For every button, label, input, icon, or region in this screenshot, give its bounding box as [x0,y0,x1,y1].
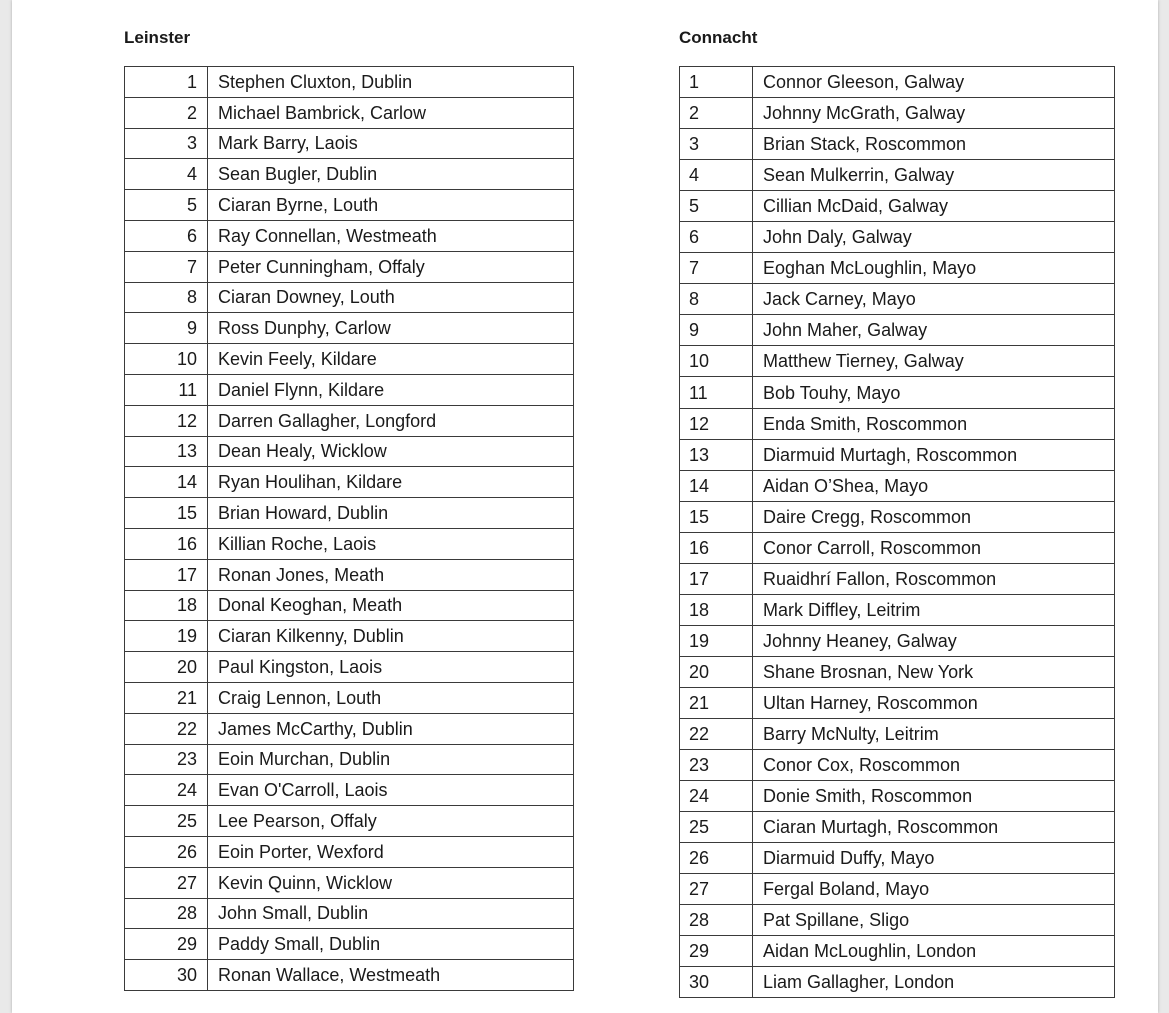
row-number: 15 [125,498,208,529]
table-row [680,67,1115,98]
table-row [125,467,574,498]
row-number: 27 [680,874,753,905]
row-number: 12 [680,408,753,439]
player-name: Peter Cunningham, Offaly [208,251,574,282]
row-number: 7 [125,251,208,282]
player-name: Diarmuid Murtagh, Roscommon [753,439,1115,470]
player-name: Enda Smith, Roscommon [753,408,1115,439]
player-name: Bob Touhy, Mayo [753,377,1115,408]
table-row [680,718,1115,749]
row-number: 21 [125,682,208,713]
row-number: 13 [680,439,753,470]
row-number: 30 [125,960,208,991]
row-number: 26 [680,843,753,874]
player-name: Kevin Quinn, Wicklow [208,867,574,898]
player-name: Ray Connellan, Westmeath [208,220,574,251]
player-name: James McCarthy, Dublin [208,713,574,744]
table-row [125,67,574,98]
row-number: 17 [125,559,208,590]
row-number: 5 [125,190,208,221]
player-name: Pat Spillane, Sligo [753,905,1115,936]
player-name: Craig Lennon, Louth [208,682,574,713]
table-row [680,253,1115,284]
table-row [125,590,574,621]
player-name: Daire Cregg, Roscommon [753,501,1115,532]
table-row [125,713,574,744]
table-row [125,528,574,559]
table-row [125,128,574,159]
player-name: Johnny Heaney, Galway [753,625,1115,656]
table-row [125,621,574,652]
connacht-table [679,66,1115,998]
player-name: Aidan McLoughlin, London [753,936,1115,967]
player-name: Sean Bugler, Dublin [208,159,574,190]
player-name: Paddy Small, Dublin [208,929,574,960]
document-page [12,0,1158,1013]
row-number: 1 [125,67,208,98]
player-name: Diarmuid Duffy, Mayo [753,843,1115,874]
player-name: John Small, Dublin [208,898,574,929]
row-number: 20 [680,656,753,687]
player-name: Ciaran Kilkenny, Dublin [208,621,574,652]
table-row [125,898,574,929]
player-name: Aidan O’Shea, Mayo [753,470,1115,501]
table-row [680,843,1115,874]
row-number: 8 [680,284,753,315]
leinster-heading: Leinster [124,28,191,47]
table-row [680,377,1115,408]
table-row [680,98,1115,129]
row-number: 22 [125,713,208,744]
player-name: Killian Roche, Laois [208,528,574,559]
table-row [680,781,1115,812]
row-number: 23 [680,750,753,781]
row-number: 18 [680,594,753,625]
table-row [125,436,574,467]
table-row [125,652,574,683]
table-row [680,191,1115,222]
player-name: Ciaran Byrne, Louth [208,190,574,221]
player-name: Johnny McGrath, Galway [753,98,1115,129]
row-number: 12 [125,405,208,436]
row-number: 29 [680,936,753,967]
table-row [680,160,1115,191]
row-number: 27 [125,867,208,898]
row-number: 11 [680,377,753,408]
row-number: 20 [125,652,208,683]
player-name: Ciaran Downey, Louth [208,282,574,313]
table-row [125,220,574,251]
row-number: 4 [680,160,753,191]
player-name: Kevin Feely, Kildare [208,344,574,375]
table-row [125,344,574,375]
row-number: 11 [125,374,208,405]
player-name: Matthew Tierney, Galway [753,346,1115,377]
row-number: 30 [680,967,753,998]
player-name: Donal Keoghan, Meath [208,590,574,621]
player-name: Barry McNulty, Leitrim [753,718,1115,749]
player-name: Brian Stack, Roscommon [753,129,1115,160]
row-number: 7 [680,253,753,284]
player-name: Conor Cox, Roscommon [753,750,1115,781]
row-number: 15 [680,501,753,532]
table-row [680,874,1115,905]
player-name: Eoin Murchan, Dublin [208,744,574,775]
row-number: 5 [680,191,753,222]
player-name: Ciaran Murtagh, Roscommon [753,812,1115,843]
row-number: 13 [125,436,208,467]
row-number: 6 [125,220,208,251]
table-row [125,836,574,867]
table-row [125,405,574,436]
row-number: 28 [125,898,208,929]
row-number: 24 [680,781,753,812]
row-number: 6 [680,222,753,253]
row-number: 19 [125,621,208,652]
table-row [680,470,1115,501]
player-name: Shane Brosnan, New York [753,656,1115,687]
table-row [680,408,1115,439]
player-name: Daniel Flynn, Kildare [208,374,574,405]
table-row [125,282,574,313]
row-number: 9 [680,315,753,346]
player-name: Darren Gallagher, Longford [208,405,574,436]
player-name: Sean Mulkerrin, Galway [753,160,1115,191]
row-number: 29 [125,929,208,960]
table-row [125,682,574,713]
player-name: Ryan Houlihan, Kildare [208,467,574,498]
row-number: 22 [680,718,753,749]
row-number: 17 [680,563,753,594]
row-number: 19 [680,625,753,656]
player-name: John Daly, Galway [753,222,1115,253]
player-name: Mark Diffley, Leitrim [753,594,1115,625]
table-row [680,656,1115,687]
row-number: 10 [125,344,208,375]
player-name: John Maher, Galway [753,315,1115,346]
table-row [125,498,574,529]
table-row [680,501,1115,532]
player-name: Dean Healy, Wicklow [208,436,574,467]
connacht-heading: Connacht [679,28,758,47]
row-number: 10 [680,346,753,377]
table-row [680,284,1115,315]
player-name: Eoin Porter, Wexford [208,836,574,867]
table-row [680,315,1115,346]
table-row [125,775,574,806]
row-number: 1 [680,67,753,98]
row-number: 3 [680,129,753,160]
table-row [125,251,574,282]
player-name: Connor Gleeson, Galway [753,67,1115,98]
row-number: 26 [125,836,208,867]
player-name: Paul Kingston, Laois [208,652,574,683]
player-name: Michael Bambrick, Carlow [208,97,574,128]
table-row [125,97,574,128]
table-row [680,687,1115,718]
leinster-table [124,66,574,991]
table-row [680,439,1115,470]
player-name: Cillian McDaid, Galway [753,191,1115,222]
player-name: Liam Gallagher, London [753,967,1115,998]
table-row [125,190,574,221]
row-number: 28 [680,905,753,936]
row-number: 8 [125,282,208,313]
row-number: 2 [680,98,753,129]
player-name: Evan O'Carroll, Laois [208,775,574,806]
table-row [125,960,574,991]
table-row [125,313,574,344]
table-row [680,936,1115,967]
table-row [680,967,1115,998]
row-number: 16 [125,528,208,559]
table-row [680,812,1115,843]
row-number: 14 [680,470,753,501]
table-row [125,559,574,590]
player-name: Conor Carroll, Roscommon [753,532,1115,563]
table-row [680,222,1115,253]
row-number: 23 [125,744,208,775]
row-number: 24 [125,775,208,806]
table-row [680,346,1115,377]
row-number: 16 [680,532,753,563]
table-row [125,867,574,898]
row-number: 25 [680,812,753,843]
row-number: 2 [125,97,208,128]
table-row [680,625,1115,656]
player-name: Stephen Cluxton, Dublin [208,67,574,98]
table-row [680,129,1115,160]
row-number: 21 [680,687,753,718]
player-name: Ronan Wallace, Westmeath [208,960,574,991]
row-number: 3 [125,128,208,159]
table-row [125,929,574,960]
table-row [125,806,574,837]
row-number: 18 [125,590,208,621]
table-row [680,563,1115,594]
table-row [125,159,574,190]
player-name: Ronan Jones, Meath [208,559,574,590]
table-row [680,905,1115,936]
row-number: 9 [125,313,208,344]
row-number: 25 [125,806,208,837]
player-name: Brian Howard, Dublin [208,498,574,529]
row-number: 4 [125,159,208,190]
player-name: Fergal Boland, Mayo [753,874,1115,905]
player-name: Ruaidhrí Fallon, Roscommon [753,563,1115,594]
player-name: Lee Pearson, Offaly [208,806,574,837]
player-name: Donie Smith, Roscommon [753,781,1115,812]
table-row [125,744,574,775]
row-number: 14 [125,467,208,498]
table-row [680,750,1115,781]
table-row [680,594,1115,625]
player-name: Jack Carney, Mayo [753,284,1115,315]
player-name: Ross Dunphy, Carlow [208,313,574,344]
table-row [680,532,1115,563]
player-name: Ultan Harney, Roscommon [753,687,1115,718]
player-name: Mark Barry, Laois [208,128,574,159]
player-name: Eoghan McLoughlin, Mayo [753,253,1115,284]
table-row [125,374,574,405]
